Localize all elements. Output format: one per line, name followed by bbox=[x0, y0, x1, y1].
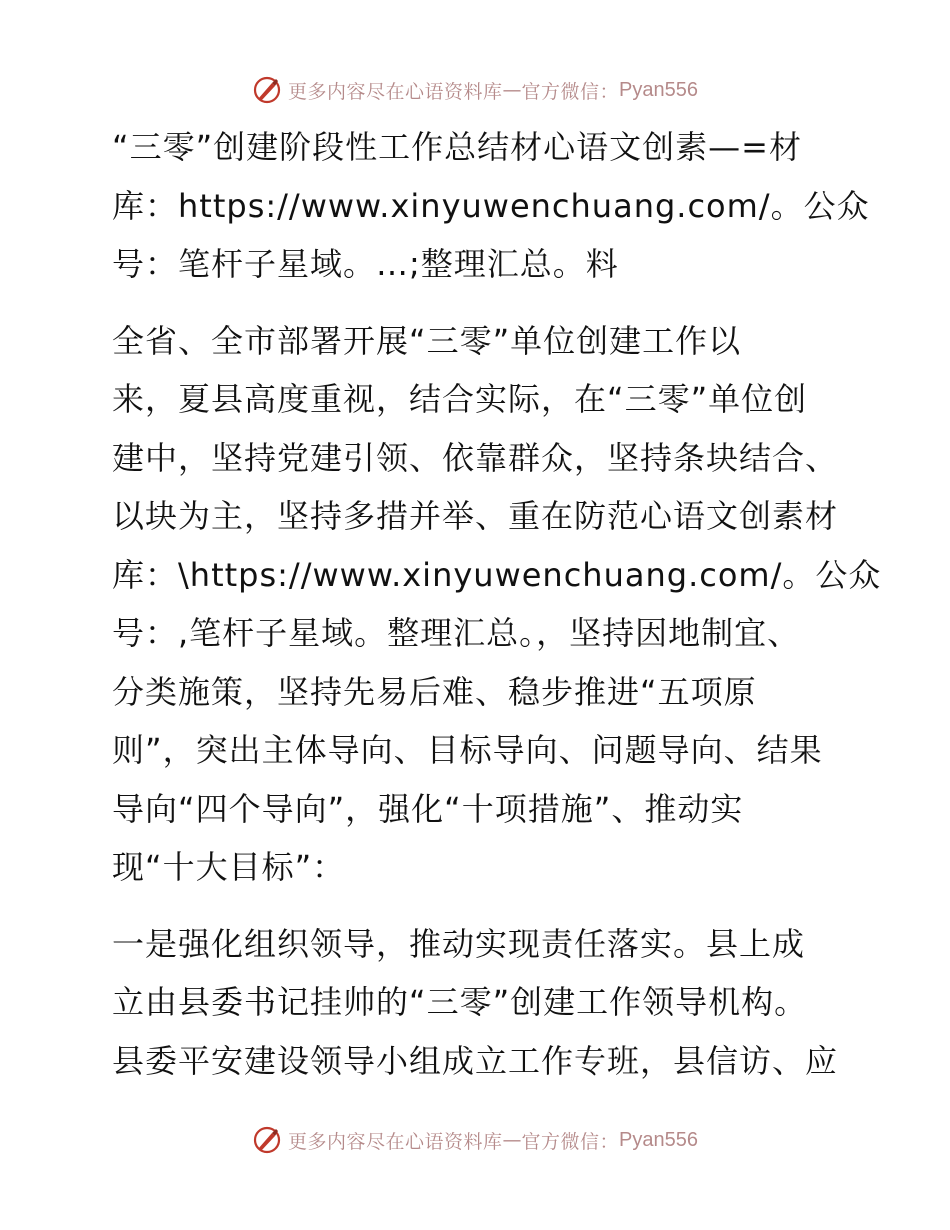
text-line: 立由县委书记挂帅的“三零”创建工作领导机构。 bbox=[112, 983, 808, 1021]
banner-wechat-id: Pyan556 bbox=[619, 78, 698, 101]
banner-wechat-id: Pyan556 bbox=[619, 1128, 698, 1151]
title-line: 号：笔杆子星域。…;整理汇总。料 bbox=[112, 245, 619, 283]
text-line: 全省、全市部署开展“三零”单位创建工作以 bbox=[112, 321, 742, 360]
document-body bbox=[98, 118, 882, 1090]
pen-logo-icon bbox=[252, 75, 282, 105]
banner-separator: — bbox=[502, 79, 522, 101]
text-line: 一是强化组织领导，推动实现责任落实。县上成 bbox=[112, 924, 806, 963]
text-line: 库：\https://www.xinyuwenchuang.com/。公众 bbox=[112, 555, 882, 594]
pen-logo-icon bbox=[252, 1125, 282, 1155]
text-line: 县委平安建设领导小组成立工作专班，县信访、应 bbox=[112, 1041, 839, 1080]
banner-wechat-label: 官方微信： bbox=[521, 1130, 620, 1153]
banner-wechat-label: 官方微信： bbox=[521, 80, 620, 103]
banner-text: 更多内容尽在心语资料库 bbox=[288, 80, 503, 103]
document-title bbox=[98, 118, 870, 294]
text-line: 号：,笔杆子星域。整理汇总。，坚持因地制宜、 bbox=[112, 614, 801, 652]
header-banner bbox=[0, 70, 950, 110]
title-line: 库：https://www.xinyuwenchuang.com/。公众 bbox=[112, 186, 870, 225]
banner-separator: — bbox=[502, 1129, 522, 1151]
text-line: 以块为主，坚持多措并举、重在防范心语文创素材 bbox=[112, 497, 839, 535]
paragraph-intro bbox=[98, 312, 882, 897]
footer-banner bbox=[0, 1120, 950, 1160]
paragraph-organization bbox=[98, 915, 858, 1091]
text-line: 分类施策，坚持先易后难、稳步推进“五项原 bbox=[112, 672, 757, 711]
text-line: 来，夏县高度重视，结合实际，在“三零”单位创 bbox=[112, 380, 808, 418]
text-line: 建中，坚持党建引领、依靠群众，坚持条块结合、 bbox=[112, 438, 839, 477]
title-line: “三零”创建阶段性工作总结材心语文创素—=材 bbox=[112, 128, 802, 166]
text-line: 导向“四个导向”，强化“十项措施”、推动实 bbox=[112, 789, 744, 828]
text-line: 则”，突出主体导向、目标导向、问题导向、结果 bbox=[112, 731, 823, 769]
text-line: 现“十大目标”： bbox=[112, 848, 346, 886]
banner-text: 更多内容尽在心语资料库 bbox=[288, 1130, 503, 1153]
